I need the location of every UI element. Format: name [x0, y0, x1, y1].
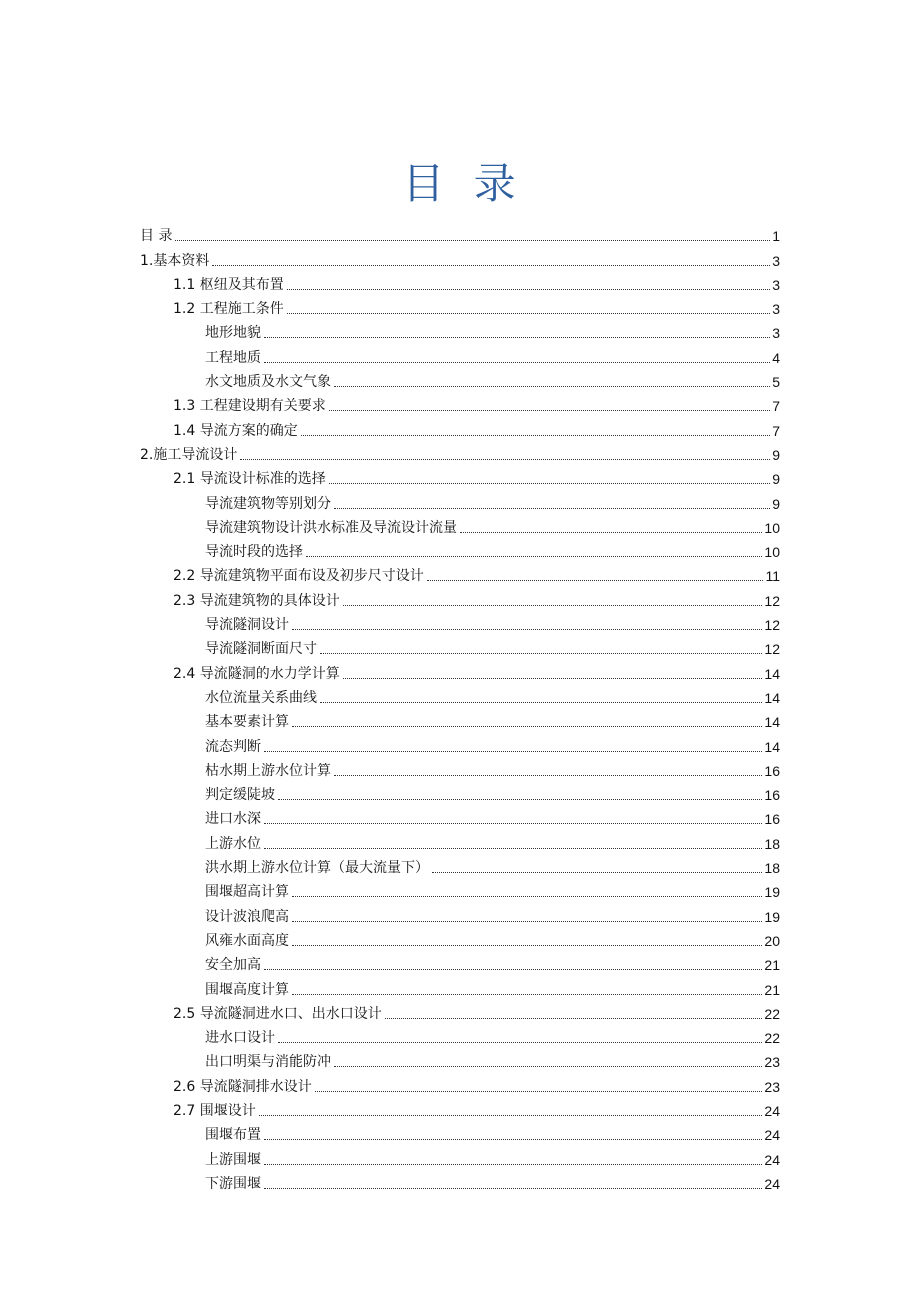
toc-dot-leader [432, 872, 762, 873]
toc-entry[interactable] [140, 877, 780, 901]
toc-entry[interactable] [140, 318, 780, 342]
toc-dot-leader [315, 1091, 763, 1092]
toc-entry-title: 1.4 导流方案的确定 [173, 422, 298, 439]
toc-dot-leader [264, 751, 762, 752]
toc-page-number: 7 [772, 422, 780, 439]
toc-dot-leader [292, 629, 762, 630]
toc-entry-title: 2.6 导流隧洞排水设计 [173, 1078, 312, 1095]
toc-entry-title: 上游围堰 [205, 1151, 261, 1168]
toc-entry[interactable] [140, 1023, 780, 1047]
toc-page-number: 21 [764, 981, 780, 998]
toc-entry-title: 目 录 [140, 228, 173, 245]
toc-entry-title: 1.2 工程施工条件 [173, 301, 284, 318]
toc-dot-leader [264, 848, 762, 849]
toc-entry-title: 2.1 导流设计标准的选择 [173, 471, 326, 488]
toc-dot-leader [264, 1164, 762, 1165]
toc-dot-leader [320, 653, 762, 654]
toc-entry[interactable] [140, 1071, 780, 1095]
toc-entry[interactable] [140, 683, 780, 707]
toc-entry-title: 安全加高 [205, 957, 261, 974]
toc-entry[interactable] [140, 415, 780, 439]
toc-dot-leader [264, 969, 762, 970]
toc-dot-leader [292, 921, 762, 922]
toc-dot-leader [334, 508, 770, 509]
toc-entry-title: 围堰高度计算 [205, 981, 289, 998]
toc-entry[interactable] [140, 731, 780, 755]
toc-page-number: 24 [764, 1127, 780, 1144]
toc-dot-leader [264, 337, 770, 338]
toc-dot-leader [329, 410, 770, 411]
toc-page-number: 9 [772, 471, 780, 488]
toc-page-number: 16 [764, 811, 780, 828]
toc-page-number: 14 [764, 665, 780, 682]
toc-dot-leader [292, 994, 762, 995]
toc-page-number: 3 [772, 276, 780, 293]
toc-entry[interactable] [140, 999, 780, 1023]
toc-entry[interactable] [140, 561, 780, 585]
toc-page-number: 12 [764, 641, 780, 658]
toc-entry[interactable] [140, 634, 780, 658]
toc-entry-title: 风雍水面高度 [205, 932, 289, 949]
toc-page-number: 9 [772, 495, 780, 512]
toc-entry[interactable] [140, 294, 780, 318]
toc-entry-title: 判定缓陡坡 [205, 787, 275, 804]
toc-page-number: 14 [764, 738, 780, 755]
toc-entry-title: 1.1 枢纽及其布置 [173, 276, 284, 293]
toc-dot-leader [292, 945, 762, 946]
toc-dot-leader [427, 580, 764, 581]
toc-entry-title: 2.施工导流设计 [140, 446, 238, 463]
toc-page-number: 18 [764, 860, 780, 877]
toc-page-number: 16 [764, 787, 780, 804]
toc-page-number: 10 [764, 519, 780, 536]
toc-page-number: 22 [764, 1005, 780, 1022]
toc-entry-title: 导流时段的选择 [205, 544, 303, 561]
toc-entry-title: 下游围堰 [205, 1175, 261, 1192]
toc-entry[interactable] [140, 974, 780, 998]
toc-page-number: 3 [772, 325, 780, 342]
toc-entry[interactable] [140, 488, 780, 512]
toc-entry-title: 2.7 围堰设计 [173, 1102, 256, 1119]
toc-entry-title: 水位流量关系曲线 [205, 689, 317, 706]
toc-entry[interactable] [140, 707, 780, 731]
toc-entry-title: 围堰超高计算 [205, 884, 289, 901]
toc-page-number: 14 [764, 714, 780, 731]
toc-entry[interactable] [140, 464, 780, 488]
toc-entry[interactable] [140, 537, 780, 561]
toc-dot-leader [278, 799, 762, 800]
toc-entry-title: 洪水期上游水位计算（最大流量下） [205, 860, 429, 877]
toc-page-number: 4 [772, 349, 780, 366]
toc-page-number: 10 [764, 544, 780, 561]
toc-entry-title: 基本要素计算 [205, 714, 289, 731]
toc-entry[interactable] [140, 245, 780, 269]
toc-entry-title: 上游水位 [205, 835, 261, 852]
toc-page-number: 19 [764, 884, 780, 901]
toc-entry-title: 水文地质及水文气象 [205, 374, 331, 391]
toc-entry-title: 设计波浪爬高 [205, 908, 289, 925]
toc-entry[interactable] [140, 1096, 780, 1120]
toc-entry[interactable] [140, 1120, 780, 1144]
toc-dot-leader [278, 1042, 762, 1043]
toc-entry[interactable] [140, 391, 780, 415]
toc-page-number: 14 [764, 689, 780, 706]
toc-dot-leader [334, 1066, 762, 1067]
toc-entry[interactable] [140, 610, 780, 634]
toc-entry-title: 导流隧洞设计 [205, 617, 289, 634]
toc-dot-leader [306, 556, 762, 557]
toc-entry[interactable] [140, 342, 780, 366]
toc-page-number: 23 [764, 1078, 780, 1095]
toc-page-number: 11 [765, 568, 780, 585]
toc-dot-leader [301, 435, 770, 436]
toc-entry[interactable] [140, 440, 780, 464]
toc-entry-title: 出口明渠与消能防冲 [205, 1054, 331, 1071]
toc-dot-leader [385, 1018, 763, 1019]
toc-page-number: 12 [764, 592, 780, 609]
toc-entry-title: 围堰布置 [205, 1127, 261, 1144]
toc-page-number: 18 [764, 835, 780, 852]
toc-dot-leader [264, 823, 762, 824]
toc-dot-leader [264, 362, 770, 363]
toc-entry-title: 工程地质 [205, 349, 261, 366]
toc-page-number: 23 [764, 1054, 780, 1071]
toc-entry-title: 导流隧洞断面尺寸 [205, 641, 317, 658]
toc-dot-leader [212, 265, 770, 266]
toc-entry-title: 1.3 工程建设期有关要求 [173, 398, 326, 415]
toc-page-number: 3 [772, 252, 780, 269]
table-of-contents [140, 221, 780, 1193]
toc-entry[interactable] [140, 367, 780, 391]
toc-page-number: 7 [772, 398, 780, 415]
toc-dot-leader [264, 1188, 762, 1189]
toc-page-number: 5 [772, 374, 780, 391]
toc-entry[interactable] [140, 270, 780, 294]
toc-dot-leader [460, 532, 762, 533]
toc-entry-title: 2.2 导流建筑物平面布设及初步尺寸设计 [173, 568, 424, 585]
toc-page-number: 12 [764, 617, 780, 634]
toc-entry-title: 进口水深 [205, 811, 261, 828]
toc-entry-title: 导流建筑物设计洪水标准及导流设计流量 [205, 519, 457, 536]
toc-entry[interactable] [140, 1169, 780, 1193]
toc-entry[interactable] [140, 513, 780, 537]
toc-entry[interactable] [140, 1144, 780, 1168]
toc-entry-title: 导流建筑物等别划分 [205, 495, 331, 512]
toc-page-number: 24 [764, 1175, 780, 1192]
toc-page-number: 16 [764, 762, 780, 779]
toc-page-number: 9 [772, 446, 780, 463]
toc-dot-leader [343, 605, 763, 606]
toc-entry[interactable] [140, 950, 780, 974]
toc-dot-leader [264, 1139, 762, 1140]
toc-dot-leader [175, 240, 770, 241]
toc-entry[interactable] [140, 756, 780, 780]
toc-entry-title: 进水口设计 [205, 1030, 275, 1047]
toc-entry-title: 1.基本资料 [140, 252, 210, 269]
toc-entry-title: 2.4 导流隧洞的水力学计算 [173, 665, 340, 682]
toc-entry-title: 地形地貌 [205, 325, 261, 342]
toc-entry-title: 枯水期上游水位计算 [205, 762, 331, 779]
toc-page-number: 22 [764, 1030, 780, 1047]
toc-dot-leader [334, 775, 762, 776]
toc-entry[interactable] [140, 221, 780, 245]
page-title: 目 录 [402, 159, 518, 208]
toc-dot-leader [320, 702, 762, 703]
toc-entry[interactable] [140, 828, 780, 852]
toc-entry[interactable] [140, 804, 780, 828]
toc-dot-leader [259, 1115, 763, 1116]
toc-page-number: 21 [764, 957, 780, 974]
toc-dot-leader [334, 386, 770, 387]
toc-entry[interactable] [140, 901, 780, 925]
toc-dot-leader [292, 896, 762, 897]
toc-entry[interactable] [140, 853, 780, 877]
toc-entry[interactable] [140, 1047, 780, 1071]
toc-entry-title: 流态判断 [205, 738, 261, 755]
toc-page-number: 1 [772, 228, 780, 245]
toc-entry-title: 2.3 导流建筑物的具体设计 [173, 592, 340, 609]
toc-entry[interactable] [140, 780, 780, 804]
toc-page-number: 24 [764, 1102, 780, 1119]
toc-dot-leader [292, 726, 762, 727]
toc-dot-leader [240, 459, 770, 460]
toc-dot-leader [287, 289, 770, 290]
toc-page-number: 20 [764, 932, 780, 949]
toc-entry[interactable] [140, 585, 780, 609]
toc-page-number: 19 [764, 908, 780, 925]
toc-entry[interactable] [140, 658, 780, 682]
toc-entry-title: 2.5 导流隧洞进水口、出水口设计 [173, 1005, 382, 1022]
toc-dot-leader [343, 678, 763, 679]
toc-entry[interactable] [140, 926, 780, 950]
toc-dot-leader [287, 313, 770, 314]
toc-page-number: 3 [772, 301, 780, 318]
toc-page-number: 24 [764, 1151, 780, 1168]
toc-dot-leader [329, 483, 770, 484]
